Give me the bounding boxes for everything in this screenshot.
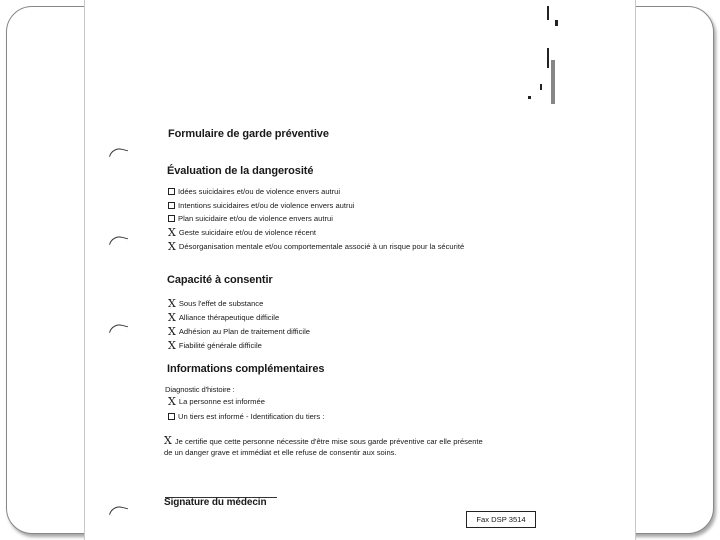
checkbox-label: Adhésion au Plan de traitement difficile bbox=[178, 327, 310, 336]
checkbox-row[interactable] bbox=[168, 396, 265, 407]
checkbox-row[interactable] bbox=[168, 298, 263, 309]
form-title: Formulaire de garde préventive bbox=[168, 128, 329, 140]
x-check-icon[interactable]: X bbox=[168, 226, 176, 239]
x-check-icon[interactable]: X bbox=[164, 434, 172, 447]
checkbox-row[interactable] bbox=[168, 412, 324, 421]
scanned-document-page bbox=[84, 0, 636, 540]
checkbox-label: Idées suicidaires et/ou de violence envers autrui bbox=[178, 187, 341, 196]
checkbox-row[interactable] bbox=[168, 326, 310, 337]
scan-noise bbox=[540, 84, 542, 90]
checkbox-row[interactable] bbox=[168, 214, 333, 223]
section-heading-dangerosite: Évaluation de la dangerosité bbox=[167, 165, 314, 177]
checkbox-row[interactable] bbox=[168, 340, 262, 351]
checkbox-row[interactable] bbox=[168, 187, 340, 196]
section-heading-capacite: Capacité à consentir bbox=[167, 274, 273, 286]
certification-line-1: Je certifie que cette personne nécessite d'être mise sous garde préventive car elle présente bbox=[174, 437, 483, 446]
x-check-icon[interactable]: X bbox=[168, 325, 176, 338]
x-check-icon[interactable]: X bbox=[168, 339, 176, 352]
checkbox-label: Un tiers est informé - Identification du tiers : bbox=[178, 412, 325, 421]
checkbox-empty-icon[interactable] bbox=[168, 202, 175, 209]
x-check-icon[interactable]: X bbox=[168, 297, 176, 310]
scan-noise bbox=[551, 60, 555, 104]
checkbox-row[interactable] bbox=[168, 312, 279, 323]
checkbox-empty-icon[interactable] bbox=[168, 413, 175, 420]
checkbox-label: Fiabilité générale difficile bbox=[178, 341, 262, 350]
checkbox-label: Sous l'effet de substance bbox=[178, 299, 264, 308]
scan-noise bbox=[528, 96, 531, 99]
checkbox-label: La personne est informée bbox=[178, 397, 265, 406]
diagnostic-label: Diagnostic d'histoire : bbox=[165, 385, 235, 394]
checkbox-row[interactable] bbox=[168, 227, 316, 238]
checkbox-label: Plan suicidaire et/ou de violence envers autrui bbox=[178, 214, 333, 223]
certification-line-2: de un danger grave et immédiat et elle refuse de consentir aux soins. bbox=[164, 448, 397, 457]
scan-noise bbox=[555, 20, 558, 26]
checkbox-label: Intentions suicidaires et/ou de violence envers autrui bbox=[178, 201, 355, 210]
checkbox-empty-icon[interactable] bbox=[168, 215, 175, 222]
fax-label-box: Fax DSP 3514 bbox=[466, 511, 536, 528]
scan-noise bbox=[547, 6, 549, 20]
scan-noise bbox=[547, 48, 549, 68]
checkbox-row[interactable] bbox=[168, 241, 464, 252]
checkbox-label: Désorganisation mentale et/ou comportementale associé à un risque pour la sécurité bbox=[178, 242, 465, 251]
checkbox-label: Alliance thérapeutique difficile bbox=[178, 313, 280, 322]
signature-label: Signature du médecin bbox=[164, 497, 267, 508]
checkbox-empty-icon[interactable] bbox=[168, 188, 175, 195]
x-check-icon[interactable]: X bbox=[168, 395, 176, 408]
x-check-icon[interactable]: X bbox=[168, 311, 176, 324]
certification-paragraph bbox=[164, 435, 483, 458]
x-check-icon[interactable]: X bbox=[168, 240, 176, 253]
checkbox-label: Geste suicidaire et/ou de violence récent bbox=[178, 228, 317, 237]
checkbox-row[interactable] bbox=[168, 201, 354, 210]
section-heading-informations: Informations complémentaires bbox=[167, 363, 325, 375]
